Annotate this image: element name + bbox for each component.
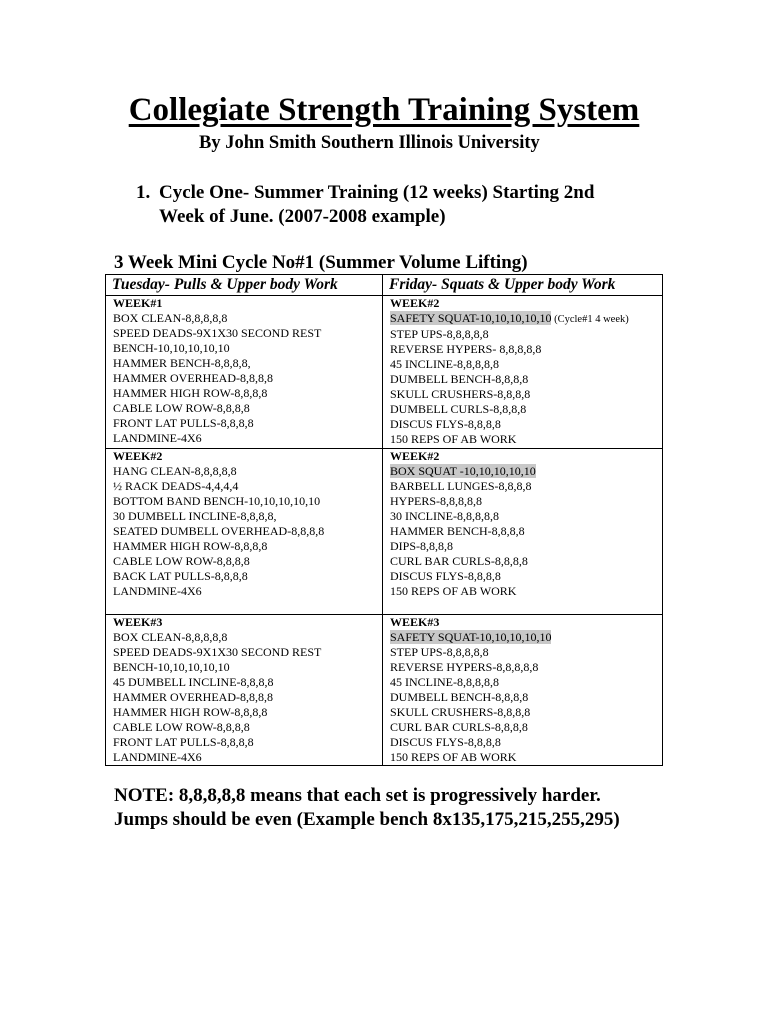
note-line-2: Jumps should be even (Example bench 8x135,175,215,255,295) (114, 809, 620, 830)
list-number: 1. (136, 182, 151, 203)
cycle-line-1: Cycle One- Summer Training (12 weeks) Starting 2nd (159, 182, 595, 203)
header-friday: Friday- Squats & Upper body Work (383, 275, 663, 296)
exercise-item: BOTTOM BAND BENCH-10,10,10,10,10 (113, 494, 321, 508)
cycle-line-2: Week of June. (2007-2008 example) (159, 206, 446, 227)
exercise-highlighted (390, 311, 662, 327)
cycle-list-item (136, 181, 656, 229)
exercise-item: 150 REPS OF AB WORK (390, 432, 517, 446)
exercise-item: BARBELL LUNGES-8,8,8,8 (390, 479, 532, 493)
exercise-item: LANDMINE-4X6 (113, 750, 202, 764)
exercise-item: STEP UPS-8,8,8,8,8 (390, 327, 489, 341)
exercise-item: BENCH-10,10,10,10,10 (113, 341, 230, 355)
exercise-item: SKULL CRUSHERS-8,8,8,8 (390, 705, 531, 719)
exercise-item: HAMMER BENCH-8,8,8,8, (113, 356, 251, 370)
week-label: WEEK#2 (390, 296, 440, 310)
exercise-item: BENCH-10,10,10,10,10 (113, 660, 230, 674)
exercise-item: LANDMINE-4X6 (113, 584, 202, 598)
friday-cell (383, 296, 663, 449)
exercise-item: HAMMER HIGH ROW-8,8,8,8 (113, 386, 268, 400)
highlighted-exercise-text: SAFETY SQUAT-10,10,10,10,10 (390, 630, 552, 644)
exercise-item: BOX CLEAN-8,8,8,8,8 (113, 311, 228, 325)
tuesday-cell (106, 615, 383, 766)
exercise-item: CURL BAR CURLS-8,8,8,8 (390, 720, 528, 734)
exercise-item: HYPERS-8,8,8,8,8 (390, 494, 483, 508)
table-row (106, 615, 663, 766)
exercise-item: DISCUS FLYS-8,8,8,8 (390, 569, 501, 583)
exercise-item: CABLE LOW ROW-8,8,8,8 (113, 554, 250, 568)
author-byline: By John Smith Southern Illinois University (199, 133, 540, 153)
exercise-item: ½ RACK DEADS-4,4,4,4 (113, 479, 239, 493)
exercise-item: DUMBELL CURLS-8,8,8,8 (390, 402, 527, 416)
week-label: WEEK#3 (390, 615, 440, 629)
exercise-item: HAMMER HIGH ROW-8,8,8,8 (113, 539, 268, 553)
exercise-item: STEP UPS-8,8,8,8,8 (390, 645, 489, 659)
exercise-item: CABLE LOW ROW-8,8,8,8 (113, 401, 250, 415)
highlighted-exercise-text: BOX SQUAT -10,10,10,10,10 (390, 464, 536, 478)
exercise-item: DISCUS FLYS-8,8,8,8 (390, 417, 501, 431)
week-label: WEEK#2 (113, 449, 163, 463)
exercise-item: SEATED DUMBELL OVERHEAD-8,8,8,8 (113, 524, 325, 538)
exercise-item: DUMBELL BENCH-8,8,8,8 (390, 372, 529, 386)
week-label: WEEK#2 (390, 449, 440, 463)
exercise-item: BOX CLEAN-8,8,8,8,8 (113, 630, 228, 644)
exercise-item: 30 DUMBELL INCLINE-8,8,8,8, (113, 509, 277, 523)
exercise-highlighted (390, 630, 662, 645)
document-title: Collegiate Strength Training System (128, 92, 640, 128)
table-row (106, 296, 663, 449)
exercise-item: 45 INCLINE-8,8,8,8,8 (390, 675, 499, 689)
week-label: WEEK#1 (113, 296, 163, 310)
exercise-item: REVERSE HYPERS- 8,8,8,8,8 (390, 342, 542, 356)
tuesday-cell (106, 449, 383, 615)
exercise-item: FRONT LAT PULLS-8,8,8,8 (113, 735, 254, 749)
exercise-item: FRONT LAT PULLS-8,8,8,8 (113, 416, 254, 430)
table-row (106, 449, 663, 615)
tuesday-cell (106, 296, 383, 449)
header-tuesday: Tuesday- Pulls & Upper body Work (106, 275, 383, 296)
exercise-item: DIPS-8,8,8,8 (390, 539, 454, 553)
exercise-item: SKULL CRUSHERS-8,8,8,8 (390, 387, 531, 401)
note-block (114, 784, 674, 832)
week-label: WEEK#3 (113, 615, 163, 629)
exercise-item: DISCUS FLYS-8,8,8,8 (390, 735, 501, 749)
exercise-item: REVERSE HYPERS-8,8,8,8,8 (390, 660, 539, 674)
friday-cell (383, 615, 663, 766)
exercise-item: 45 DUMBELL INCLINE-8,8,8,8 (113, 675, 274, 689)
exercise-item: BACK LAT PULLS-8,8,8,8 (113, 569, 248, 583)
exercise-item: HAMMER OVERHEAD-8,8,8,8 (113, 371, 273, 385)
exercise-item: 45 INCLINE-8,8,8,8,8 (390, 357, 499, 371)
exercise-item: HANG CLEAN-8,8,8,8,8 (113, 464, 237, 478)
exercise-item: HAMMER OVERHEAD-8,8,8,8 (113, 690, 273, 704)
highlighted-exercise-text: SAFETY SQUAT-10,10,10,10,10 (390, 311, 552, 325)
exercise-item: HAMMER HIGH ROW-8,8,8,8 (113, 705, 268, 719)
exercise-item: 150 REPS OF AB WORK (390, 750, 517, 764)
exercise-item: HAMMER BENCH-8,8,8,8 (390, 524, 525, 538)
exercise-highlighted (390, 464, 662, 479)
note-line-1: NOTE: 8,8,8,8,8 means that each set is progressively harder. (114, 785, 601, 806)
exercise-item: SPEED DEADS-9X1X30 SECOND REST (113, 645, 322, 659)
workout-table (105, 274, 663, 766)
exercise-item: DUMBELL BENCH-8,8,8,8 (390, 690, 529, 704)
exercise-item: SPEED DEADS-9X1X30 SECOND REST (113, 326, 322, 340)
exercise-item: 150 REPS OF AB WORK (390, 584, 517, 598)
cycle-note: (Cycle#1 4 week) (551, 314, 629, 325)
friday-cell (383, 449, 663, 615)
exercise-item: CABLE LOW ROW-8,8,8,8 (113, 720, 250, 734)
exercise-item: 30 INCLINE-8,8,8,8,8 (390, 509, 499, 523)
mini-cycle-heading: 3 Week Mini Cycle No#1 (Summer Volume Lifting) (114, 252, 528, 273)
exercise-item: CURL BAR CURLS-8,8,8,8 (390, 554, 528, 568)
exercise-item: LANDMINE-4X6 (113, 431, 202, 445)
table-header-row (106, 275, 663, 296)
